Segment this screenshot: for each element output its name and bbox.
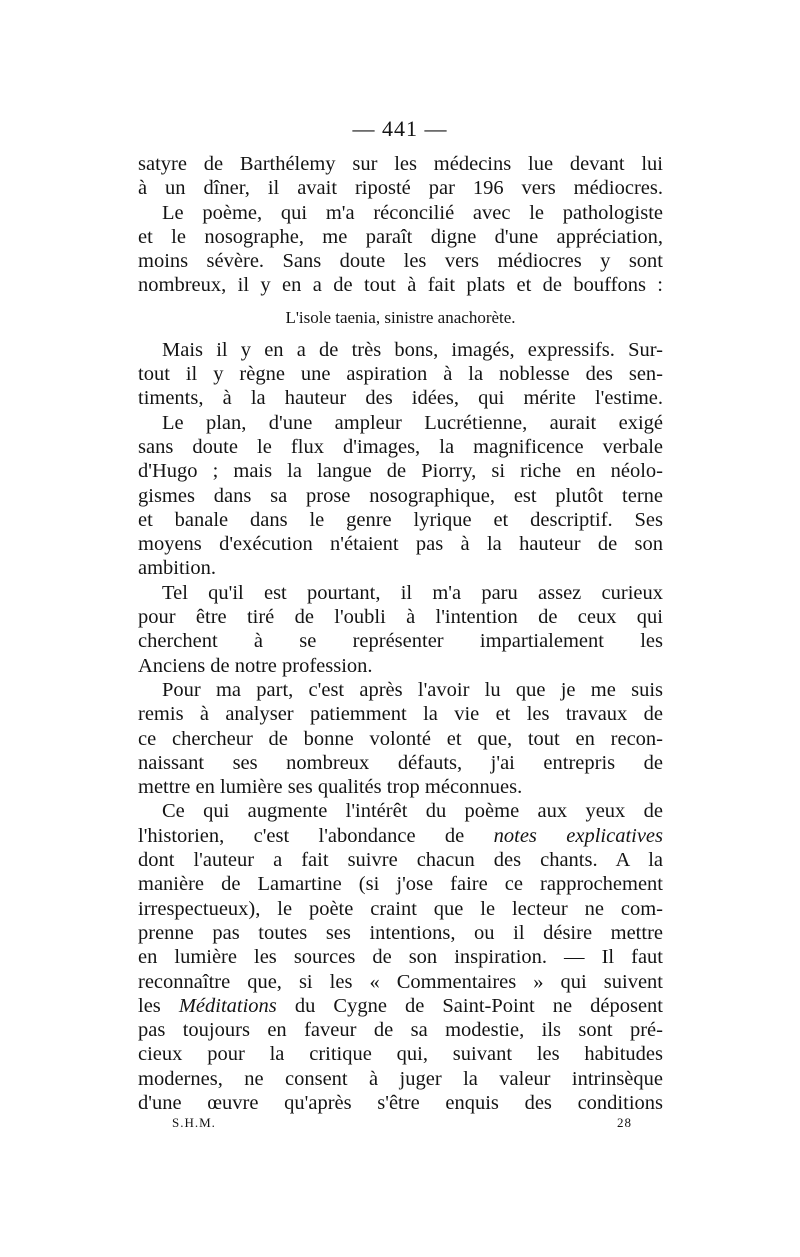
text-line: tout il y règne une aspiration à la noblesse des sen-: [138, 363, 663, 386]
text-line: irrespectueux), le poète craint que le lecteur ne com-: [138, 897, 663, 920]
text-line: moins sévère. Sans doute les vers médiocres y sont: [138, 250, 663, 273]
text-line: pour être tiré de l'oubli à l'intention de ceux qui: [138, 606, 663, 629]
text-line: prenne pas toutes ses intentions, ou il désire mettre: [138, 921, 663, 944]
text-line: pas toujours en faveur de sa modestie, ils sont pré-: [138, 1019, 663, 1042]
text-line: [138, 994, 663, 1018]
text-line: reconnaître que, si les « Commentaires » qui suivent: [138, 970, 663, 993]
page-number: — 441 —: [352, 116, 448, 141]
text-line: Anciens de notre profession.: [138, 654, 373, 677]
text-line: moyens d'exécution n'étaient pas à la hauteur de son: [138, 533, 663, 556]
italic-title: Méditations: [178, 994, 277, 1017]
printer-signature: S.H.M.: [172, 1115, 216, 1130]
text-line: gismes dans sa prose nosographique, est plutôt terne: [138, 484, 663, 507]
text-line: satyre de Barthélemy sur les médecins lue devant lui: [138, 153, 663, 175]
text-line: en lumière les sources de son inspiration. — Il faut: [138, 946, 663, 969]
text-line: ce chercheur de bonne volonté et que, tout en recon-: [138, 727, 663, 750]
text-line: modernes, ne consent à juger la valeur intrinsèque: [138, 1067, 663, 1090]
text-line: sans doute le flux d'images, la magnificence verbale: [138, 435, 663, 458]
text-line: à un dîner, il avait riposté par 196 vers médiocres.: [138, 177, 663, 200]
text-fragment: l'historien, c'est l'abondance de: [138, 824, 465, 847]
text-line: et le nosographe, me paraît digne d'une appréciation,: [138, 225, 663, 248]
italic-term: notes explicatives: [493, 824, 664, 847]
text-fragment: du Cygne de Saint-Point ne déposent: [294, 994, 663, 1017]
text-line: dont l'auteur a fait suivre chacun des chants. A la: [138, 849, 663, 872]
text-fragment: les: [138, 994, 161, 1017]
text-line: d'Hugo ; mais la langue de Piorry, si riche en néolo-: [138, 460, 663, 483]
text-line: Tel qu'il est pourtant, il m'a paru assez curieux: [162, 581, 663, 604]
sheet-number: 28: [617, 1115, 632, 1130]
text-line: Le poème, qui m'a réconcilié avec le pathologiste: [162, 201, 663, 224]
text-line: cieux pour la critique qui, suivant les habitudes: [138, 1043, 663, 1066]
verse-quote: L'isole taenia, sinistre anachorète.: [285, 307, 516, 327]
text-line: Le plan, d'une ampleur Lucrétienne, aurait exigé: [162, 411, 663, 434]
text-line: Pour ma part, c'est après l'avoir lu que je me suis: [162, 678, 663, 701]
text-line: Ce qui augmente l'intérêt du poème aux yeux de: [162, 800, 663, 823]
text-line: d'une œuvre qu'après s'être enquis des conditions: [138, 1091, 663, 1114]
text-line: timents, à la hauteur des idées, qui mérite l'estime.: [138, 387, 663, 410]
text-line: mettre en lumière ses qualités trop méconnues.: [138, 776, 523, 799]
text-line: manière de Lamartine (si j'ose faire ce rapprochement: [138, 873, 663, 896]
text-line: naissant ses nombreux défauts, j'ai entrepris de: [138, 751, 663, 774]
text-line: cherchent à se représenter impartialement les: [138, 630, 663, 653]
text-line: et banale dans le genre lyrique et descriptif. Ses: [138, 508, 663, 531]
text-line: ambition.: [138, 557, 217, 580]
text-line: [138, 824, 663, 848]
body-text: [138, 152, 663, 1115]
text-line: Mais il y en a de très bons, imagés, expressifs. Sur-: [162, 338, 663, 361]
text-line: remis à analyser patiemment la vie et les travaux de: [138, 703, 663, 726]
text-line: nombreux, il y en a de tout à fait plats et de bouffons :: [138, 274, 663, 297]
